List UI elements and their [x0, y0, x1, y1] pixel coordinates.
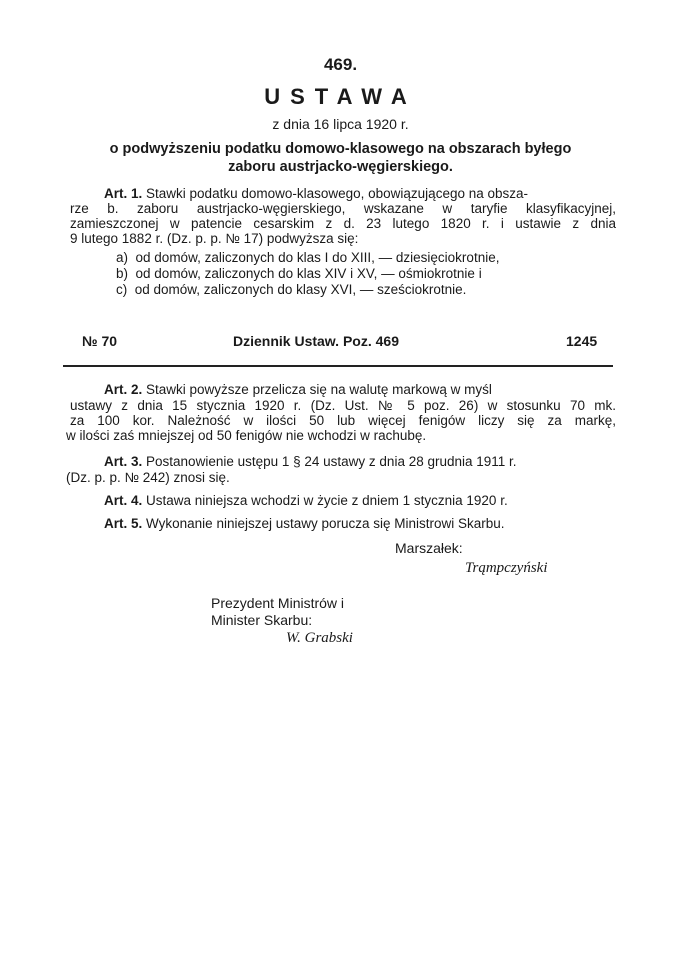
art4-label: Art. 4. — [104, 493, 143, 508]
art1-item-c — [116, 282, 466, 297]
art1-line2: rze b. zaboru austrjacko-węgierskiego, wskazane w taryfie klasyfikacyjnej, — [70, 201, 616, 216]
art1-item-a-marker: a) — [116, 250, 129, 265]
art5-line — [104, 516, 505, 531]
art2-line3: za 100 kor. Należność w ilości 50 lub więcej fenigów liczy się za markę, — [70, 413, 616, 428]
act-subtitle-line2: zaboru austrjacko-węgierskiego. — [228, 159, 453, 175]
art1-item-c-marker: c) — [116, 282, 128, 297]
art4-text: Ustawa niniejsza wchodzi w życie z dniem 1 stycznia 1920 r. — [146, 493, 508, 508]
president-title-line2: Minister Skarbu: — [211, 612, 313, 628]
art2-line2: ustawy z dnia 15 stycznia 1920 r. (Dz. Ust. № 5 poz. 26) w stosunku 70 mk. — [70, 398, 616, 413]
art1-label: Art. 1. — [104, 186, 143, 201]
president-title-line1: Prezydent Ministrów i — [211, 595, 345, 611]
act-number: 469. — [323, 55, 358, 74]
art2-label: Art. 2. — [104, 382, 143, 397]
art1-item-a — [116, 250, 499, 265]
art2-line1: Stawki powyższe przelicza się na walutę markową w myśl — [146, 382, 492, 397]
art4-line — [104, 493, 508, 508]
act-date: z dnia 16 lipca 1920 r. — [272, 116, 409, 132]
header-page-number: 1245 — [566, 333, 598, 349]
art1-line3: zamieszczonej w patencie cesarskim z d. 23 lutego 1820 r. i ustawie z dnia — [70, 216, 616, 231]
art1-item-a-text: od domów, zaliczonych do klas I do XIII, — dziesięciokrotnie, — [135, 250, 500, 265]
president-signature: W. Grabski — [286, 630, 353, 646]
art3-label: Art. 3. — [104, 454, 143, 469]
art1-item-b-text: od domów, zaliczonych do klas XIV i XV, — ośmiokrotnie i — [135, 266, 482, 281]
act-subtitle-line1: o podwyższeniu podatku domowo-klasowego na obszarach byłego — [109, 141, 572, 157]
act-title: USTAWA — [264, 84, 417, 109]
marshal-signature: Trąmpczyński — [465, 560, 548, 576]
art1-first-line — [104, 186, 616, 201]
header-rule — [63, 365, 613, 367]
art1-item-c-text: od domów, zaliczonych do klasy XVI, — sześciokrotnie. — [134, 282, 467, 297]
header-journal-title: Dziennik Ustaw. Poz. 469 — [233, 333, 399, 349]
art1-item-b-marker: b) — [116, 266, 129, 281]
art5-label: Art. 5. — [104, 516, 143, 531]
art1-line4: 9 lutego 1882 r. (Dz. p. p. № 17) podwyższa się: — [70, 231, 359, 246]
art3-line1: Postanowienie ustępu 1 § 24 ustawy z dnia 28 grudnia 1911 r. — [146, 454, 517, 469]
header-issue-number: № 70 — [82, 333, 118, 349]
art1-item-b — [116, 266, 482, 281]
art2-line4: w ilości zaś mniejszej od 50 fenigów nie wchodzi w rachubę. — [66, 428, 427, 443]
art1-line1: Stawki podatku domowo-klasowego, obowiązującego na obsza- — [146, 186, 529, 201]
art5-text: Wykonanie niniejszej ustawy porucza się Ministrowi Skarbu. — [146, 516, 505, 531]
marshal-title: Marszałek: — [395, 540, 463, 556]
art3-line2: (Dz. p. p. № 242) znosi się. — [66, 470, 230, 485]
art2-first-line — [104, 382, 616, 397]
art3-first-line — [104, 454, 616, 469]
